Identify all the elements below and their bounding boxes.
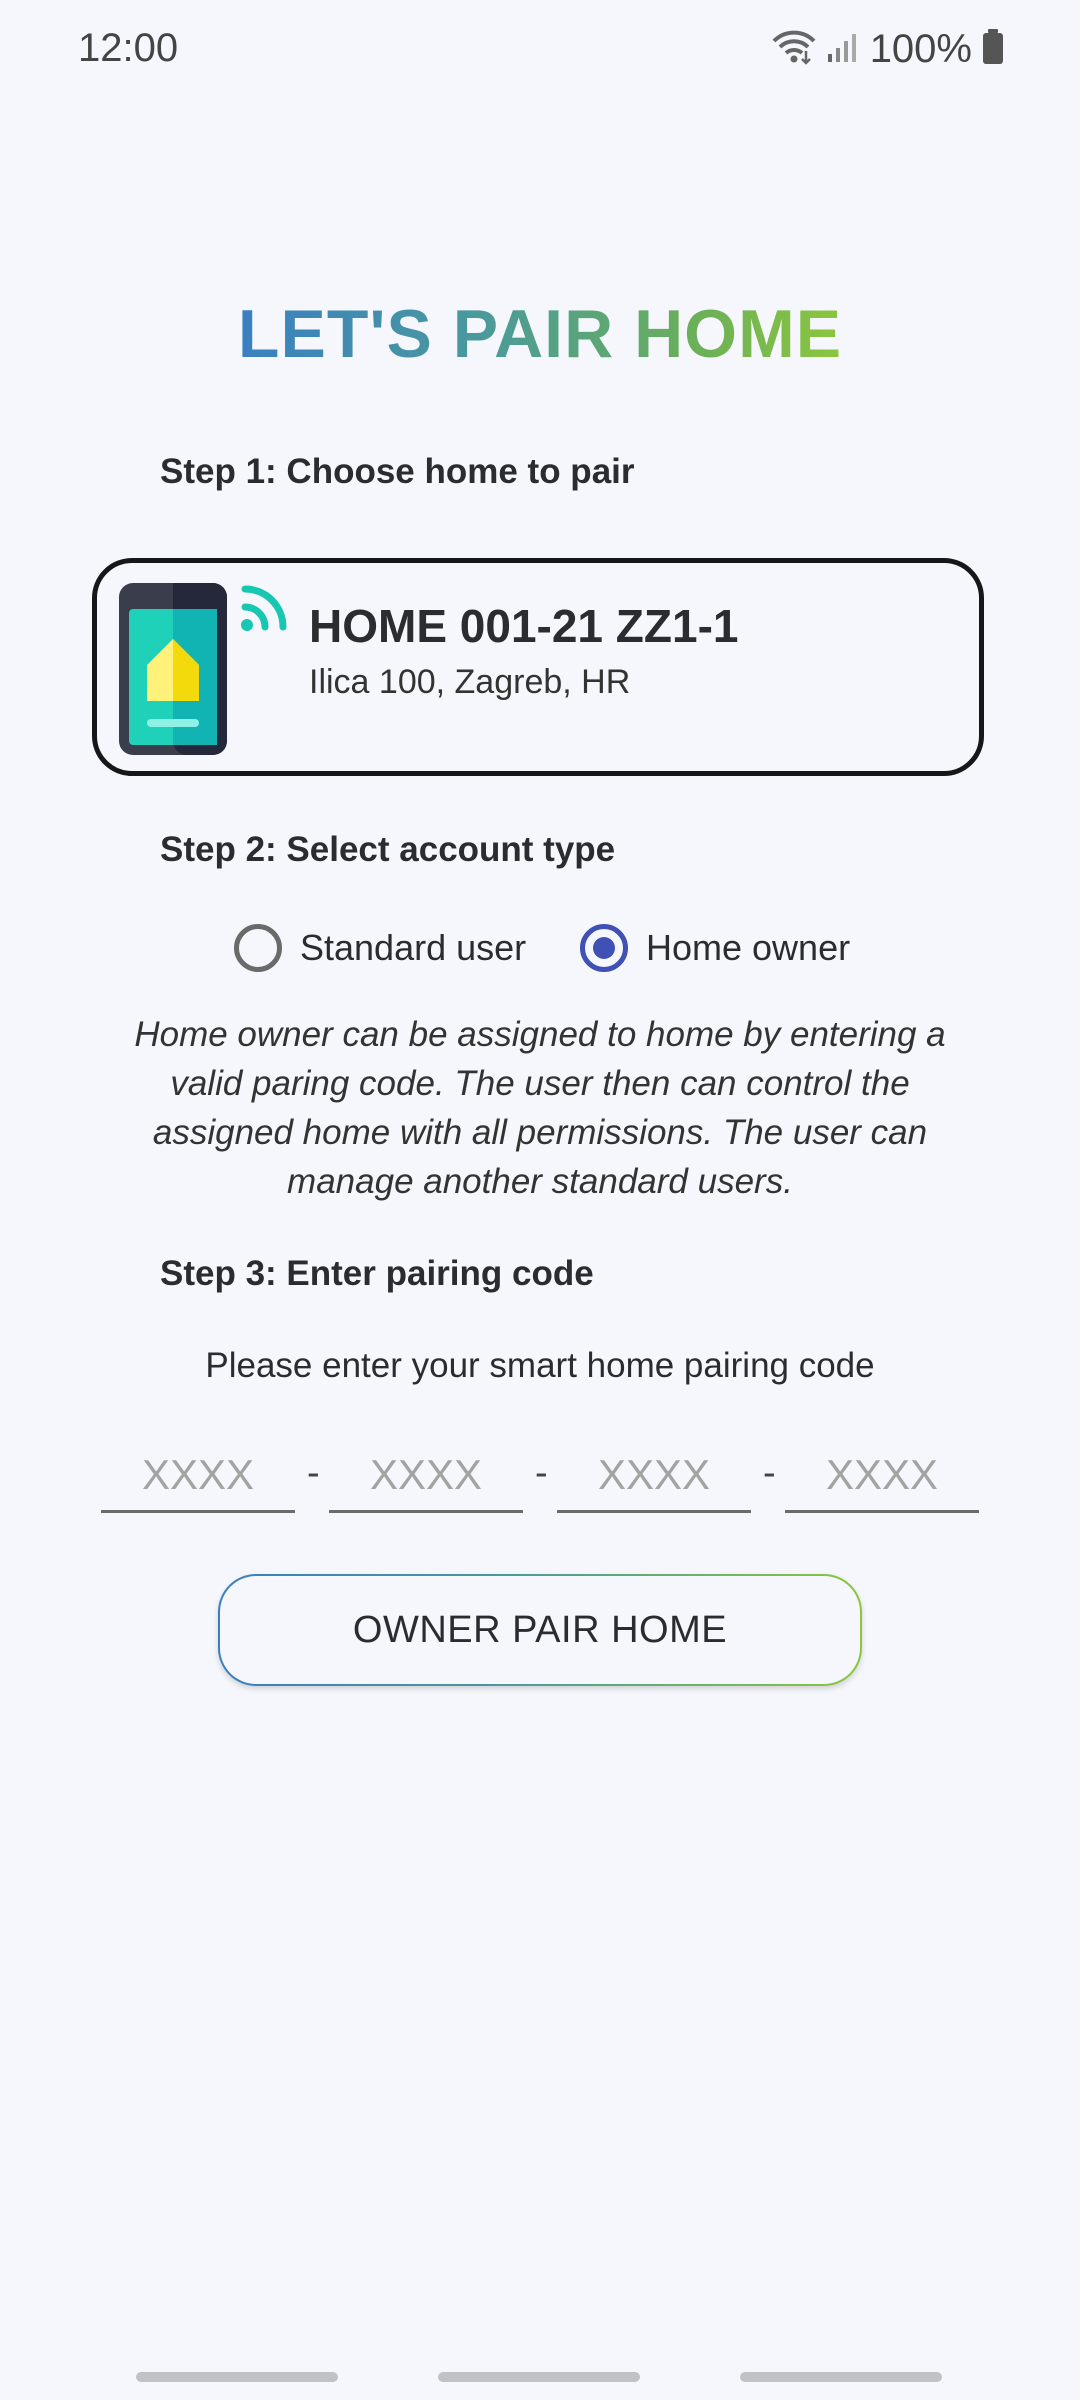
step2-label: Step 2: Select account type <box>160 830 616 869</box>
account-type-description: Home owner can be assigned to home by entering a valid paring code. The user then can control the assigned home with all permissions. The user can manage another standard users. <box>134 1015 946 1201</box>
code-separator: - <box>763 1452 776 1494</box>
radio-label-home-owner: Home owner <box>646 927 851 968</box>
status-time: 12:00 <box>78 26 179 70</box>
battery-percentage: 100% <box>869 26 972 71</box>
wireless-signal-icon <box>239 581 291 638</box>
smart-home-phone-icon <box>119 583 227 760</box>
step3-label: Step 3: Enter pairing code <box>160 1254 594 1293</box>
account-type-radio-group <box>0 924 1080 984</box>
radio-home-owner[interactable] <box>580 924 850 972</box>
pairing-code-instruction: Please enter your smart home pairing code <box>205 1346 875 1385</box>
code-separator: - <box>535 1452 548 1494</box>
pairing-code-field-2[interactable] <box>329 1440 523 1513</box>
radio-standard-user[interactable] <box>234 924 526 972</box>
wifi-icon <box>772 29 816 70</box>
signal-icon <box>826 30 860 69</box>
code-separator: - <box>307 1452 320 1494</box>
radio-button-unchecked[interactable] <box>234 924 282 972</box>
nav-back[interactable] <box>740 2372 942 2382</box>
pairing-code-field-3[interactable] <box>557 1440 751 1513</box>
status-icons <box>772 24 1004 74</box>
battery-icon <box>982 29 1004 70</box>
owner-pair-home-button-label: OWNER PAIR HOME <box>220 1576 860 1684</box>
radio-label-standard-user: Standard user <box>300 927 527 968</box>
home-address: Ilica 100, Zagreb, HR <box>309 663 631 701</box>
step1-label: Step 1: Choose home to pair <box>160 452 635 491</box>
nav-home[interactable] <box>438 2372 640 2382</box>
radio-button-checked[interactable] <box>580 924 628 972</box>
pairing-code-field-4[interactable] <box>785 1440 979 1513</box>
home-card[interactable] <box>92 558 984 776</box>
pairing-code-field-1[interactable] <box>101 1440 295 1513</box>
nav-recent-apps[interactable] <box>136 2372 338 2382</box>
owner-pair-home-button[interactable] <box>218 1574 862 1686</box>
status-bar <box>0 0 1080 100</box>
home-name: HOME 001-21 ZZ1-1 <box>309 600 739 652</box>
page-title: LET'S PAIR HOME <box>237 296 843 372</box>
